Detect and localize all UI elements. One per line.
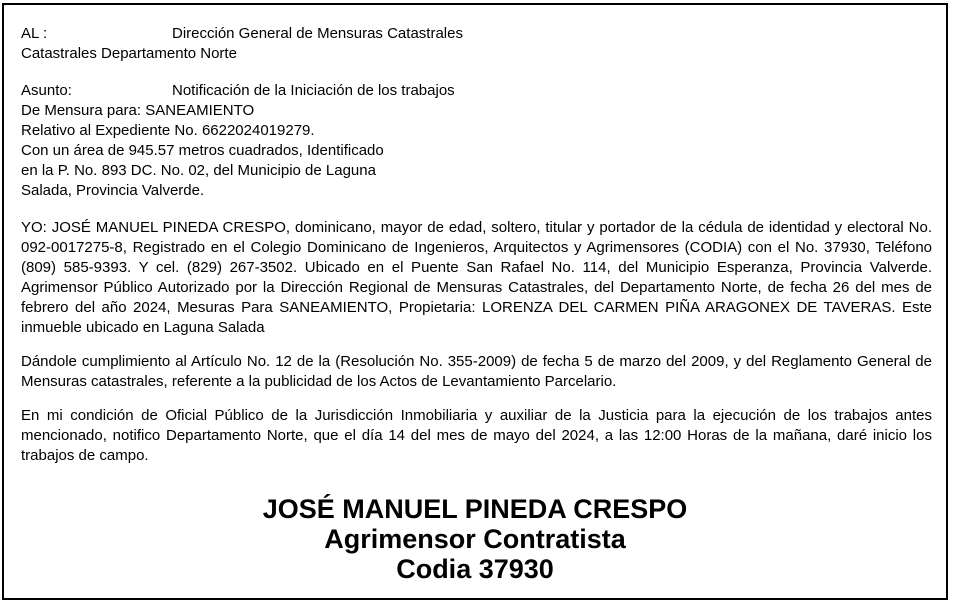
recipient-line bbox=[21, 24, 932, 44]
signature-block bbox=[4, 494, 946, 584]
notice-frame bbox=[2, 3, 948, 600]
subject-detail-1: De Mensura para: SANEAMIENTO bbox=[21, 102, 255, 119]
body-paragraph-compliance: Dándole cumplimiento al Artículo No. 12 de la (Resolución No. 355-2009) de fecha 5 de marzo del 2009, y del Reglamento General de Mensuras catastrales, referente a la publicidad de los Actos de Levantamiento Parcelario. bbox=[21, 353, 932, 390]
spacer bbox=[21, 201, 932, 218]
recipient-line-2: Catastrales Departamento Norte bbox=[21, 45, 237, 62]
subject-label: Asunto: bbox=[21, 82, 72, 99]
signature-name: JOSÉ MANUEL PINEDA CRESPO bbox=[262, 494, 688, 524]
signature-title: Agrimensor Contratista bbox=[324, 524, 626, 554]
recipient-value: Dirección General de Mensuras Catastrales bbox=[172, 25, 463, 42]
subject-detail-2: Relativo al Expediente No. 6622024019279. bbox=[21, 122, 315, 139]
spacer bbox=[21, 64, 932, 81]
body-paragraph-identity: YO: JOSÉ MANUEL PINEDA CRESPO, dominicano, mayor de edad, soltero, titular y portador de la cédula de identidad y electoral No. 092-0017275-8, Registrado en el Colegio Dominicano de Ingenieros, Arquitectos y Agrimensores (CODIA) con el No. 37930, Teléfono (809) 585-9393. Y cel. (829) 267-3502. Ubicado en el Puente San Rafael No. 114, del Municipio Esperanza, Provincia Valverde. Agrimensor Público Autorizado por la Dirección Regional de Mensuras Catastrales, del Departamento Norte, de fecha 26 del mes de febrero del año 2024, Mesuras Para SANEAMIENTO, Propietaria: LORENZA DEL CARMEN PIÑA ARAGONEX DE TAVERAS. Este inmueble ubicado en Laguna Salada bbox=[21, 219, 932, 336]
recipient-label: AL : bbox=[21, 25, 48, 42]
subject-value: Notificación de la Iniciación de los trabajos bbox=[172, 82, 455, 99]
subject-line bbox=[21, 81, 932, 101]
signature-codia: Codia 37930 bbox=[396, 554, 554, 584]
subject-detail-5: Salada, Provincia Valverde. bbox=[21, 182, 205, 199]
spacer bbox=[21, 392, 932, 406]
body-paragraph-notification: En mi condición de Oficial Público de la Jurisdicción Inmobiliaria y auxiliar de la Justicia para la ejecución de los trabajos antes mencionado, notifico Departamento Norte, que el día 14 del mes de mayo del 2024, a las 12:00 Horas de la mañana, daré inicio los trabajos de campo. bbox=[21, 407, 932, 464]
subject-detail-3: Con un área de 945.57 metros cuadrados, Identificado bbox=[21, 142, 384, 159]
notice-content bbox=[21, 24, 932, 466]
spacer bbox=[21, 338, 932, 352]
subject-detail-4: en la P. No. 893 DC. No. 02, del Municipio de Laguna bbox=[21, 162, 376, 179]
